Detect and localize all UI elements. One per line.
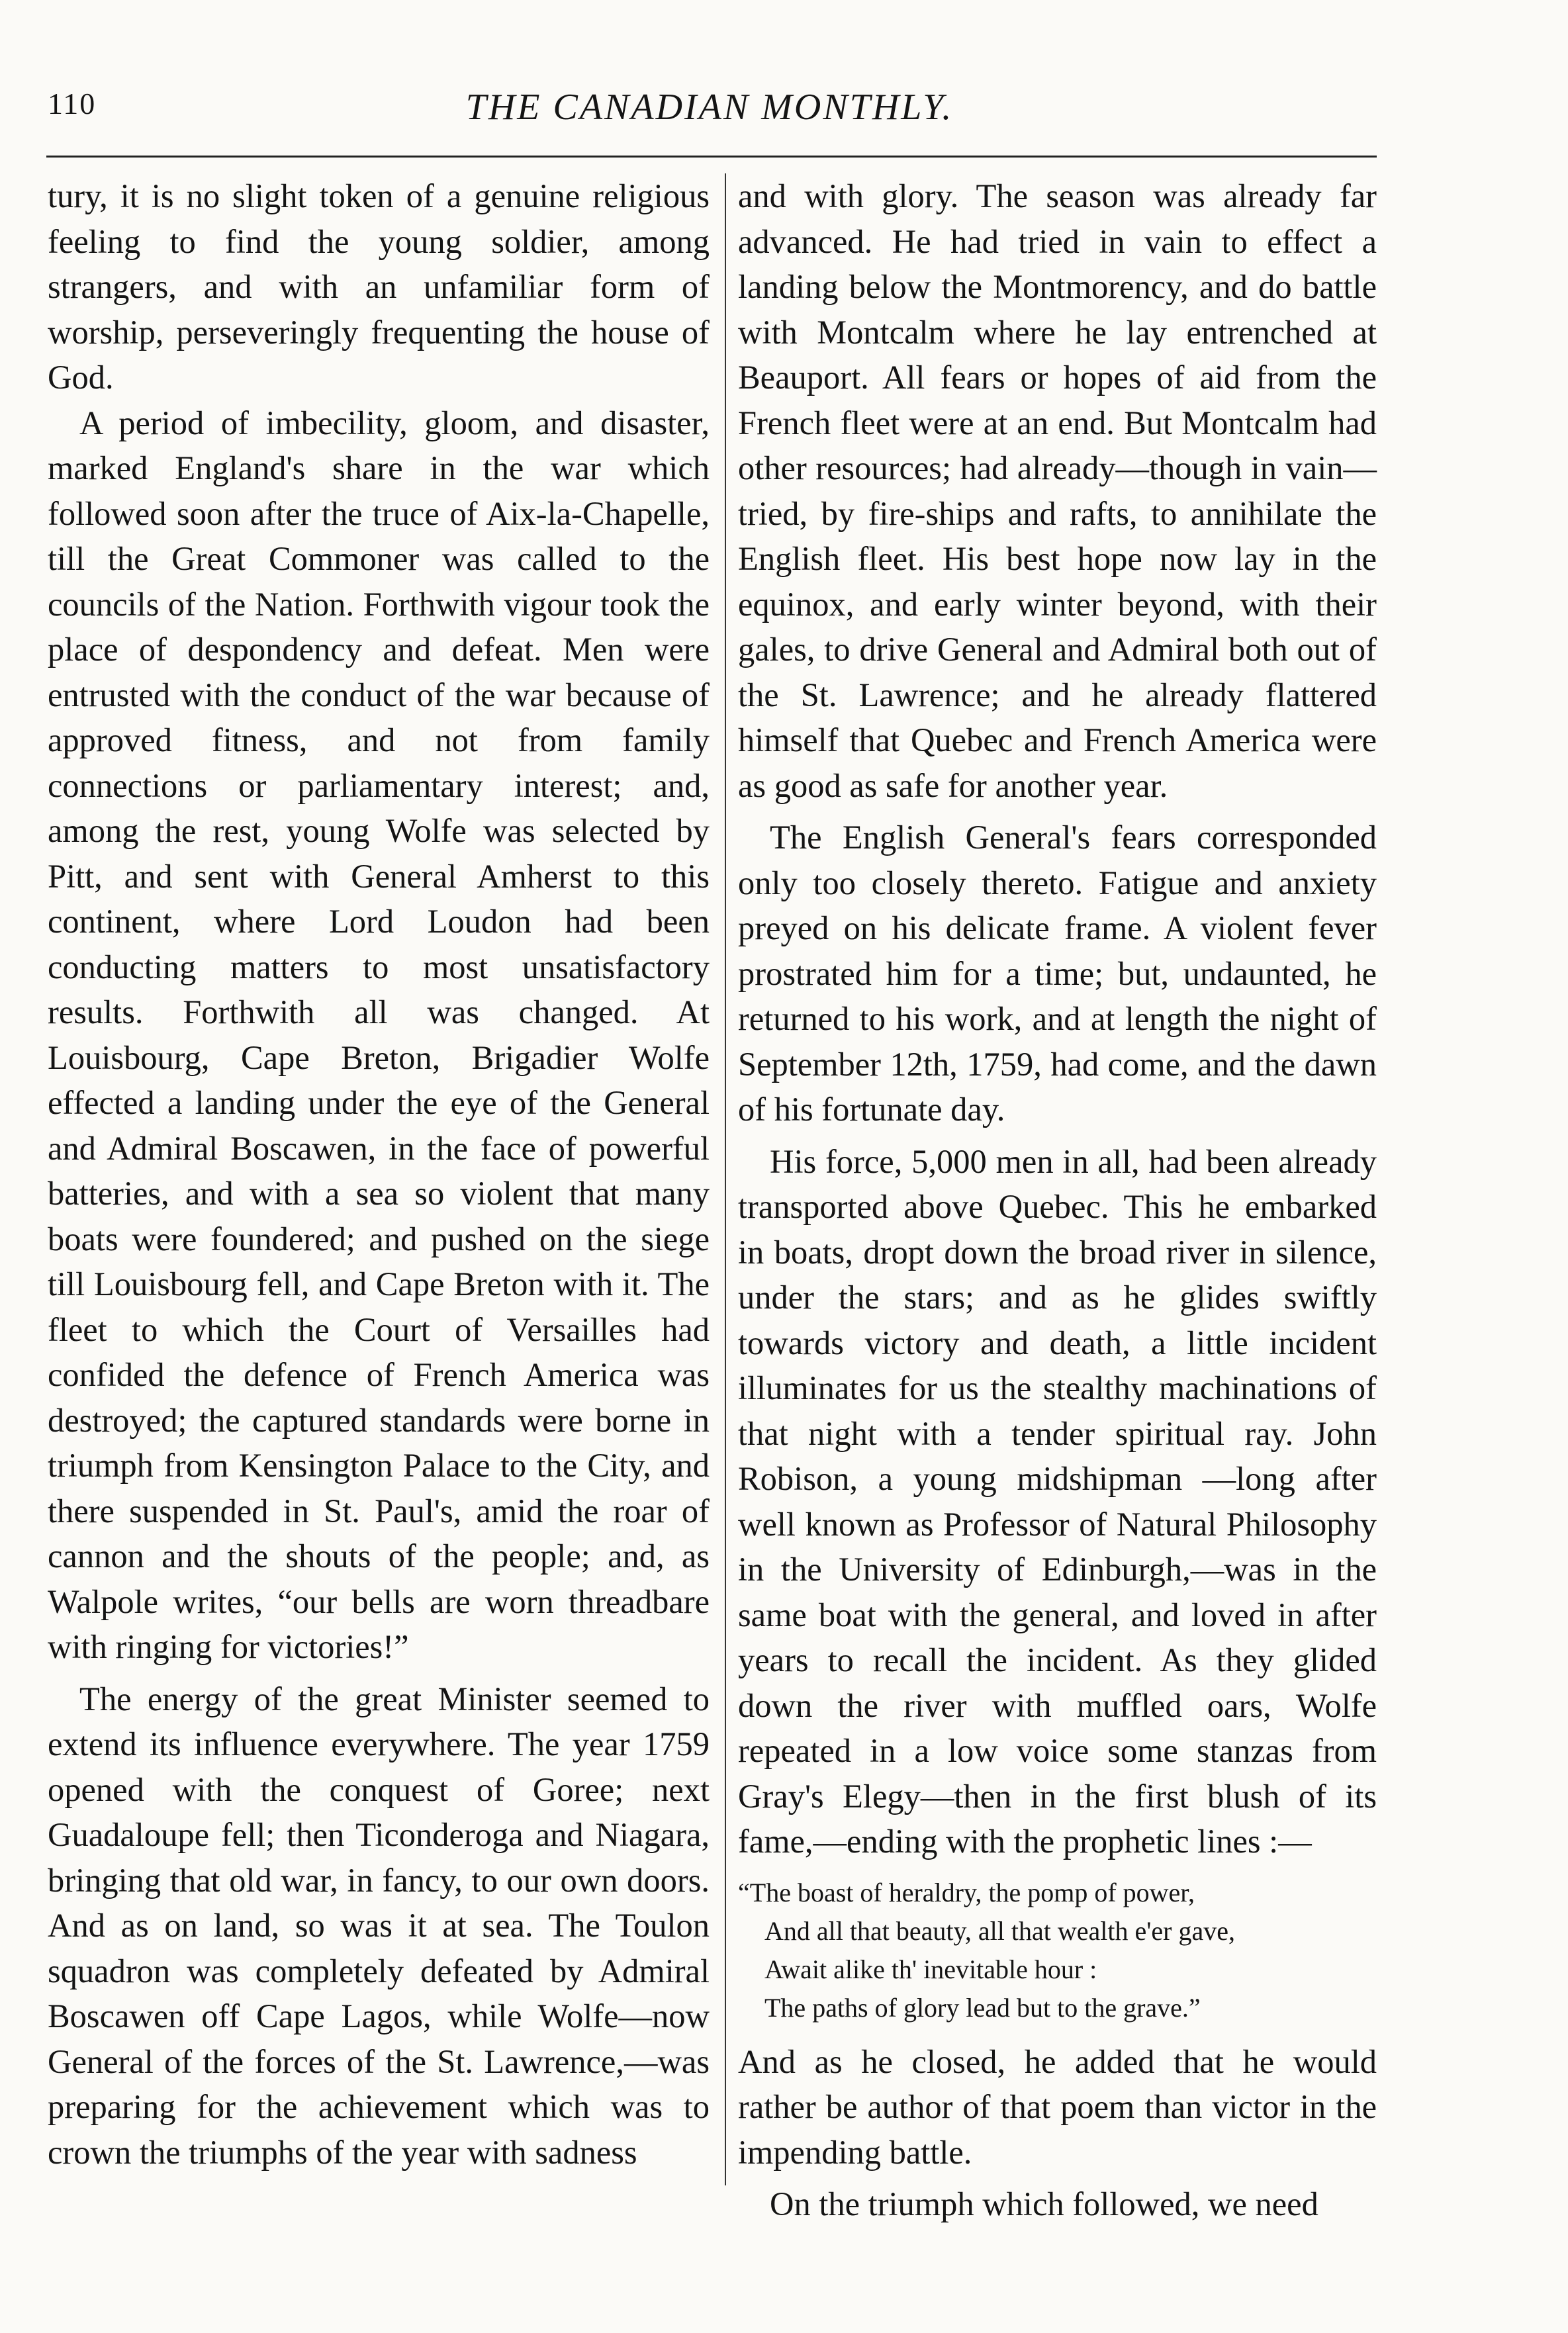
left-column — [48, 173, 710, 2175]
paragraph: A period of imbecility, gloom, and disaster, marked England's share in the war which followed soon after the truce of Aix-la-Chapelle, till the Great Commoner was called to the councils of the Nation. Forthwith vigour took the place of despondency and defeat. Men were entrusted with the conduct of the war because of approved fitness, and not from family connections or parliamentary interest; and, among the rest, young Wolfe was selected by Pitt, and sent with General Amherst to this continent, where Lord Loudon had been conducting matters to most unsatisfactory results. Forthwith all was changed. At Louisbourg, Cape Breton, Brigadier Wolfe effected a landing under the eye of the General and Admiral Boscawen, in the face of powerful batteries, and with a sea so violent that many boats were foundered; and pushed on the siege till Louisbourg fell, and Cape Breton with it. The fleet to which the Court of Versailles had confided the defence of French America was destroyed; the captured standards were borne in triumph from Kensington Palace to the City, and there suspended in St. Paul's, amid the roar of cannon and the shouts of the people; and, as Walpole writes, “our bells are worn threadbare with ringing for victories!” — [48, 404, 710, 1665]
verse-line: “The boast of heraldry, the pomp of power, — [738, 1877, 1195, 1907]
paragraph: and with glory. The season was already far advanced. He had tried in vain to effect a landing below the Montmorency, and do battle with Montcalm where he lay entrenched at Beauport. All fears or hopes of aid from the French fleet were at an end. But Montcalm had other resources; had already—though in vain—tried, by fire-ships and rafts, to annihilate the English fleet. His best hope now lay in the equinox, and early winter beyond, with their gales, to drive General and Admiral both out of the St. Lawrence; and he already flattered himself that Quebec and French America were as good as safe for another year. — [738, 177, 1377, 804]
header-rule — [46, 156, 1377, 158]
verse-line: The paths of glory lead but to the grave.” — [764, 1992, 1201, 2023]
column-divider — [725, 173, 726, 2185]
page-header — [48, 86, 1371, 146]
paragraph: On the triumph which followed, we need — [770, 2185, 1318, 2222]
paragraph: His force, 5,000 men in all, had been already transported above Quebec. This he embarked in boats, dropt down the broad river in silence, under the stars; and as he glides swiftly towards victory and death, a little incident illuminates for us the stealthy machinations of that night with a tender spiritual ray. John Robison, a young midshipman —long after well known as Professor of Natural Philosophy in the University of Edinburgh,—was in the same boat with the general, and loved in after years to recall the incident. As they glided down the river with muffled oars, Wolfe repeated in a low voice some stanzas from Gray's Elegy—then in the first blush of its fame,—ending with the prophetic lines :— — [738, 1142, 1377, 1860]
running-head: THE CANADIAN MONTHLY. — [465, 87, 954, 128]
verse-quotation — [738, 1874, 1377, 2027]
page-number: 110 — [48, 87, 97, 120]
right-column — [738, 173, 1377, 2227]
verse-line: And all that beauty, all that wealth e'er gave, — [764, 1915, 1235, 1946]
verse-line: Await alike th' inevitable hour : — [764, 1954, 1097, 1984]
paragraph: And as he closed, he added that he would rather be author of that poem than victor in the impending battle. — [738, 2042, 1377, 2171]
paragraph: The energy of the great Minister seemed to extend its influence everywhere. The year 1759 opened with the conquest of Goree; next Guadaloupe fell; then Ticonderoga and Niagara, bringing that old war, in fancy, to our own doors. And as on land, so was it at sea. The Toulon squadron was completely defeated by Admiral Boscawen off Cape Lagos, while Wolfe—now General of the forces of the St. Lawrence,—was preparing for the achievement which was to crown the triumphs of the year with sadness — [48, 1680, 710, 2171]
paragraph: The English General's fears corresponded only too closely thereto. Fatigue and anxiety preyed on his delicate frame. A violent fever prostrated him for a time; but, undaunted, he returned to his work, and at length the night of September 12th, 1759, had come, and the dawn of his fortunate day. — [738, 819, 1377, 1128]
paragraph: tury, it is no slight token of a genuine religious feeling to find the young soldier, among strangers, and with an unfamiliar form of worship, perseveringly frequenting the house of God. — [48, 177, 710, 396]
